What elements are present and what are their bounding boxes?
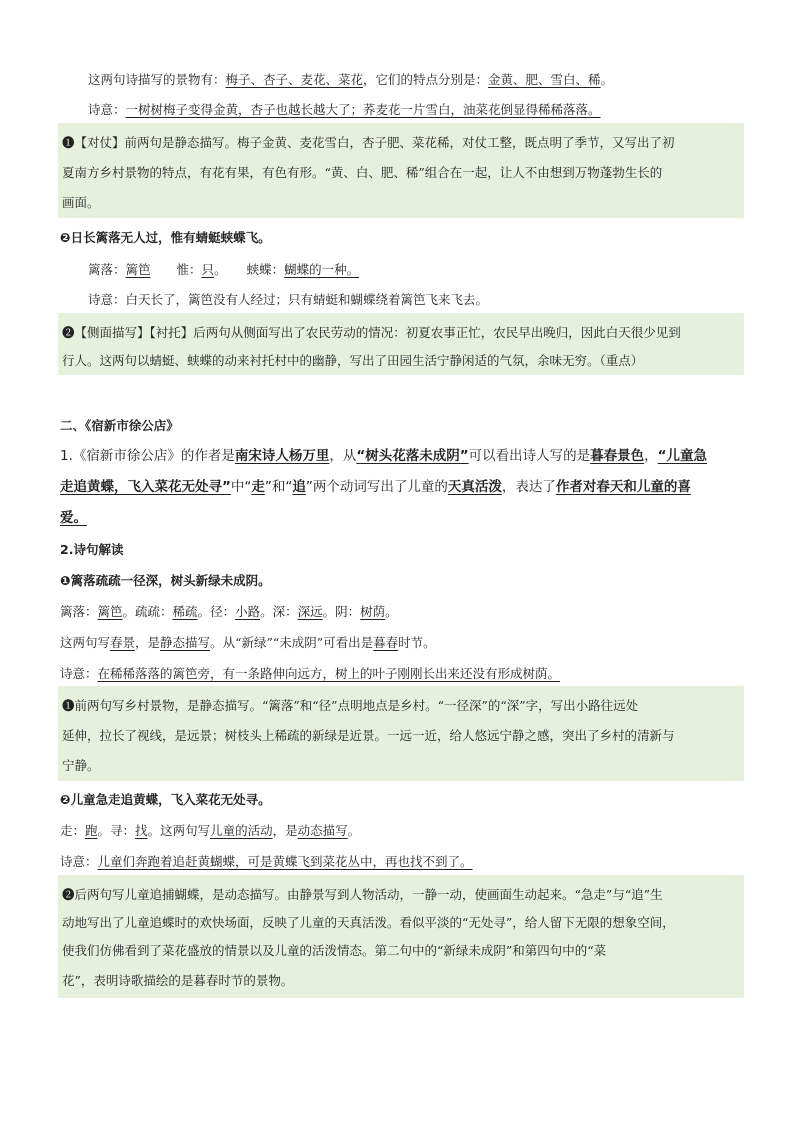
answer: 儿童的活动: [210, 823, 273, 838]
answer: 春景: [110, 635, 136, 650]
text: 可以看出诗人写的是: [468, 448, 591, 464]
label: 诗意：: [60, 666, 98, 681]
answer: 走: [251, 479, 265, 495]
analysis-box-1: [58, 123, 744, 218]
term: 。径：: [197, 604, 236, 619]
answer: 树荫: [360, 604, 386, 619]
poem-line-heading: ❷儿童急走追黄蝶，飞入菜花无处寻。: [60, 792, 271, 807]
analysis-text: ❷后两句写儿童追捕蝴蝶，是动态描写。由静景写到人物活动，一静一动，使画面生动起来。“急走”与“追”生: [62, 887, 663, 902]
term: 走：: [60, 823, 86, 838]
answer: 追: [292, 479, 306, 495]
answer: 一树树梅子变得金黄，杏子也越长越大了；荞麦花一片雪白，油菜花倒显得稀稀落落。: [125, 102, 601, 117]
analysis-box-3: [58, 686, 744, 781]
text: ，从: [329, 448, 357, 464]
analysis-text: ❶【对仗】前两句是静态描写。梅子金黄、麦花雪白，杏子肥、菜花稀，对仗工整，既点明了季节，又写出了初: [62, 135, 675, 150]
gloss-line: [60, 821, 360, 839]
answer: 篱笆: [125, 262, 151, 277]
text: ”两个动词写出了儿童的: [305, 479, 448, 495]
answer: 稀疏: [172, 604, 198, 619]
text: 。: [214, 262, 227, 277]
poem-meaning-line: [60, 664, 560, 682]
term: 。疏疏：: [122, 604, 173, 619]
answer: 在稀稀落落的篱笆旁，有一条路伸向远方，树上的叶子刚刚长出来还没有形成树荫。: [97, 666, 561, 681]
answer: 静态描写: [160, 635, 211, 650]
answer: 跑: [85, 823, 98, 838]
text: 。: [600, 72, 614, 87]
label: 诗意：: [60, 854, 98, 869]
analysis-text: 花”，表明诗歌描绘的是暮春时节的景物。: [62, 973, 294, 988]
poem-meaning-line: [60, 852, 473, 870]
answer: 爱。: [60, 510, 87, 526]
poem-line-heading: ❷日长篱落无人过，惟有蜻蜓蛱蝶飞。: [60, 230, 271, 245]
answer: 只: [201, 262, 215, 277]
text: 时节。: [398, 635, 436, 650]
answer: 动态描写: [297, 823, 348, 838]
answer: 篱笆: [97, 604, 123, 619]
answer: “树头花落未成阴”: [356, 448, 469, 464]
term: 。寻：: [97, 823, 136, 838]
text: 1.《宿新市徐公店》的作者是: [60, 448, 235, 464]
answer: 作者对春天和儿童的喜: [555, 479, 691, 495]
text: 。从“新绿”“未成阴”可看出是: [210, 635, 374, 650]
term: 蛱蝶：: [246, 262, 285, 277]
answer: 蝴蝶的一种。: [284, 262, 360, 277]
analysis-text: 行人。这两句以蜻蜓、蛱蝶的动来衬托村中的幽静，写出了田园生活宁静闲适的气氛，余味无穷。（重点）: [62, 353, 644, 368]
term: 。深：: [260, 604, 298, 619]
answer: 儿童们奔跑着追赶黄蝴蝶，可是黄蝶飞到菜花丛中，再也找不到了。: [97, 854, 473, 869]
text: 。: [385, 604, 398, 619]
text: ”和“: [264, 479, 293, 495]
analysis-text: ❷【侧面描写】【衬托】后两句从侧面写出了农民劳动的情况：初夏农事正忙，农民早出晚归，因此白天很少见到: [62, 325, 681, 340]
gloss-line: [88, 260, 359, 278]
answer: “儿童急: [657, 448, 708, 464]
analysis-box-2: [58, 313, 744, 375]
term: 篱落：: [60, 604, 98, 619]
analysis-text: ❶前两句写乡村景物，是静态描写。“篱落”和“径”点明地点是乡村。“一径深”的“深”字，写出小路往远处: [62, 698, 639, 713]
scenery-line: [88, 70, 613, 88]
intro-line-3: [60, 506, 87, 526]
answer: 天真活泼: [447, 479, 502, 495]
subsection-title: 2.诗句解读: [60, 542, 124, 557]
answer: 暮春景色: [590, 448, 645, 464]
label: 诗意：: [88, 102, 126, 117]
gloss-line: [60, 602, 398, 620]
text: 这两句写: [60, 635, 111, 650]
poem-line-heading: ❶篱落疏疏一径深，树头新绿未成阴。: [60, 573, 271, 588]
text: 。: [347, 823, 361, 838]
text: 这两句诗描写的景物有：: [88, 72, 226, 87]
analysis-text: 宁静。: [62, 758, 100, 773]
analysis-text: 动地写出了儿童追蝶时的欢快场面，反映了儿童的天真活泼。看似平淡的“无处寻”，给人留下无限的想象空间，: [62, 915, 675, 930]
term: 惟：: [176, 262, 202, 277]
answer: 小路: [235, 604, 261, 619]
answer: 找: [135, 823, 148, 838]
poem-meaning-line: 诗意：白天长了，篱笆没有人经过；只有蜻蜓和蝴蝶绕着篱笆飞来飞去。: [88, 292, 489, 307]
answer: 梅子、杏子、麦花、菜花: [225, 72, 364, 87]
term: 篱落：: [88, 262, 126, 277]
text: ，是: [272, 823, 298, 838]
analysis-box-4: [58, 875, 744, 998]
answer: 金黄、肥、雪白、稀: [488, 72, 601, 87]
section-title: 二、《宿新市徐公店》: [60, 418, 179, 433]
answer: 南宋诗人杨万里: [234, 448, 330, 464]
intro-line-2: [60, 475, 691, 495]
writing-line: [60, 633, 436, 651]
text: ，它们的特点分别是：: [363, 72, 489, 87]
text: ，是: [135, 635, 161, 650]
poem-meaning-line: [88, 100, 601, 118]
answer: 深远: [297, 604, 323, 619]
answer: 走追黄蝶，飞入菜花无处寻”: [60, 479, 231, 495]
intro-line-1: [60, 444, 707, 464]
text: 。这两句写: [147, 823, 211, 838]
text: 中“: [230, 479, 252, 495]
analysis-text: 使我们仿佛看到了菜花盛放的情景以及儿童的活泼情态。第二句中的“新绿未成阴”和第四句中的“菜: [62, 943, 607, 958]
text: ，表达了: [501, 479, 556, 495]
answer: 暮春: [373, 635, 399, 650]
term: 。阴：: [322, 604, 361, 619]
text: ，: [644, 448, 658, 464]
analysis-text: 画面。: [62, 195, 100, 210]
analysis-text: 延伸，拉长了视线，是远景；树枝头上稀疏的新绿是近景。一远一近，给人悠远宁静之感，突出了乡村的清新与: [62, 728, 675, 743]
analysis-text: 夏南方乡村景物的特点，有花有果，有色有形。“黄、白、肥、稀”组合在一起，让人不由想到万物蓬勃生长的: [62, 165, 663, 180]
